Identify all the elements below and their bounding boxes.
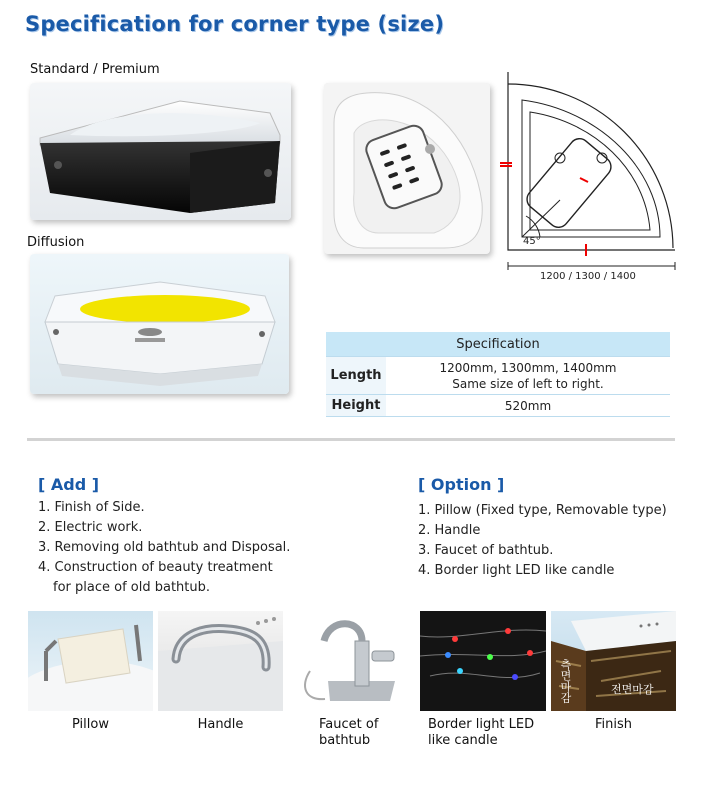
length-value-line2: Same size of left to right. <box>452 376 604 391</box>
faucet-caption-line1: Faucet of <box>319 717 379 732</box>
length-label: Length <box>326 357 386 395</box>
pillow-caption: Pillow <box>72 717 109 732</box>
standard-premium-label: Standard / Premium <box>30 62 160 77</box>
finish-photo <box>551 611 676 711</box>
led-caption-line1: Border light LED <box>428 717 535 732</box>
add-title: [ Add ] <box>38 475 100 494</box>
handle-photo <box>158 611 283 711</box>
length-value-line1: 1200mm, 1300mm, 1400mm <box>439 360 617 375</box>
section-divider <box>27 438 675 441</box>
led-caption <box>428 717 534 749</box>
diffusion-label: Diffusion <box>27 235 85 250</box>
standard-bathtub-photo <box>30 83 291 220</box>
spec-table-header: Specification <box>326 332 670 357</box>
front-finish-text: 전면마감 <box>611 683 654 696</box>
dimension-label: 1200 / 1300 / 1400 <box>540 271 636 282</box>
finish-caption: Finish <box>594 717 632 732</box>
list-item: 1. Pillow (Fixed type, Removable type) <box>418 503 667 518</box>
list-item: 2. Handle <box>418 523 481 538</box>
list-item: 2. Electric work. <box>38 520 143 535</box>
height-value: 520mm <box>386 395 670 417</box>
option-title: [ Option ] <box>418 475 505 494</box>
height-label: Height <box>326 395 386 417</box>
page-title: Specification for corner type (size) <box>25 12 445 36</box>
angle-label: 45° <box>523 236 541 247</box>
list-item: for place of old bathtub. <box>53 580 211 595</box>
faucet-caption-line2: bathtub <box>319 733 371 748</box>
faucet-caption <box>319 717 378 749</box>
top-view-photo <box>324 83 490 254</box>
diffusion-bathtub-photo <box>30 254 289 394</box>
list-item: 4. Construction of beauty treatment <box>38 560 273 575</box>
faucet-photo <box>300 611 408 711</box>
corner-drawing <box>500 70 682 285</box>
option-list <box>418 501 667 581</box>
spec-table <box>326 332 670 417</box>
list-item: 3. Faucet of bathtub. <box>418 543 554 558</box>
list-item: 4. Border light LED like candle <box>418 563 615 578</box>
led-photo <box>420 611 546 711</box>
led-caption-line2: like candle <box>428 733 498 748</box>
side-finish-text: 측면마감 <box>559 659 572 703</box>
list-item: 1. Finish of Side. <box>38 500 145 515</box>
list-item: 3. Removing old bathtub and Disposal. <box>38 540 291 555</box>
add-list <box>38 498 290 598</box>
pillow-photo <box>28 611 153 711</box>
handle-caption: Handle <box>197 717 244 732</box>
length-value <box>386 357 670 395</box>
